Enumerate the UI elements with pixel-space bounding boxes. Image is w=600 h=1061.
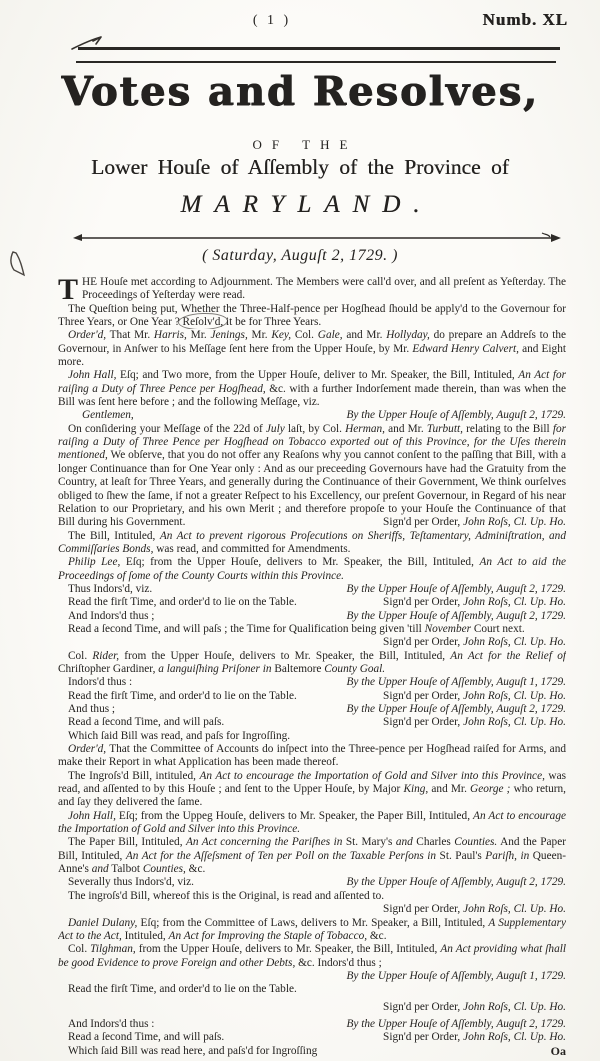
text-run: was read, and committed for Amendments.: [153, 542, 351, 555]
text-run: Eſq; from the Upper Houſe, delivers to Mr. Speaker, the Bill, Intituled,: [120, 556, 480, 569]
masthead-of-the: OF THE: [252, 137, 358, 152]
text-run: Eſq; from the Uppeg Houſe, delivers to Mr. Speaker, the Paper Bill, Intituled,: [115, 809, 474, 822]
paragraph: [58, 329, 566, 369]
double-rule-top: [78, 47, 560, 50]
text-run: Mr.: [186, 329, 211, 342]
text-run: An Act to encourage the Importation of Gold and Silver into this Province.: [58, 809, 566, 836]
text-run: Key,: [271, 329, 292, 342]
text-run: An Act providing what ſhall be good Evidence to prove Foreign and other Debts,: [58, 943, 566, 969]
text-run: Oa: [550, 1044, 566, 1058]
text-run: laſt, by Col.: [284, 422, 346, 435]
text-run: Order'd,: [68, 743, 107, 756]
attribution: [346, 876, 566, 889]
text-run: Reſolv'd,: [182, 316, 224, 329]
text-run: Court next.: [471, 622, 525, 635]
attribution-line: [58, 970, 566, 983]
text-run: Turbutt,: [426, 422, 463, 435]
paragraph: [58, 716, 566, 729]
line-left: [58, 1018, 154, 1031]
text-run: That Mr.: [106, 329, 154, 342]
text-run: An Act concerning the Pariſhes in: [185, 836, 343, 849]
text-run: Sign'd per Order,: [383, 596, 464, 609]
text-run: from the Upper Houſe, delivers to Mr. Speaker, the Bill, Intituled,: [119, 649, 451, 662]
text-run: Order'd,: [68, 329, 107, 342]
paragraph: [58, 303, 566, 330]
line-left: [58, 1045, 317, 1059]
paragraph: [58, 890, 566, 903]
catchword: [551, 1045, 566, 1059]
text-run: And Indors'd thus ;: [68, 609, 155, 622]
text-run: An Act to prevent rigorous Proſecutions on Sheriffs, Teſtamentary, Adminiſtration, and Commiſſaries Bonds,: [58, 529, 566, 555]
line-left: [58, 610, 154, 623]
paragraph: [58, 596, 566, 609]
text-run: Counties,: [142, 863, 186, 876]
text-run: Severally thus Indors'd, viz.: [68, 876, 194, 889]
text-run: The Paper Bill, Intituled,: [68, 836, 186, 849]
text-run: John Roſs, Cl. Up. Ho.: [463, 516, 566, 529]
text-run: Daniel Dulany,: [68, 916, 138, 929]
paragraph: [58, 276, 566, 303]
text-run: for raiſing a Duty of Three Pence per Hogſhead on Tobacco exported out of this Province, for the Uſes therein mentioned,: [58, 422, 566, 462]
text-run: And the Paper Bill, Intituled,: [58, 836, 566, 862]
text-run: By the Upper Houſe of Aſſembly, Auguſt 2, 1729.: [346, 609, 566, 622]
text-run: it be for Three Years.: [223, 316, 322, 329]
attribution-line: [58, 1001, 566, 1014]
text-run: Harris,: [153, 329, 187, 342]
text-run: Read a ſecond Time, and will paſs.: [68, 1031, 225, 1044]
attribution: [373, 636, 566, 649]
paragraph: [58, 556, 566, 583]
text-run: Philip Lee,: [68, 556, 121, 569]
text-run: John Hall,: [68, 809, 116, 822]
text-run: Hollyday,: [386, 329, 430, 342]
paragraph: [58, 770, 566, 810]
text-run: John Hall,: [68, 369, 117, 382]
paragraph: [58, 1018, 566, 1031]
text-run: July: [265, 422, 285, 435]
masthead-province: MARYLAND.: [180, 191, 433, 218]
line-left: [58, 583, 152, 596]
text-run: And thus ;: [68, 703, 116, 715]
paragraph: [58, 610, 566, 623]
text-run: The Bill, Intituled,: [68, 529, 160, 542]
text-run: and Mr.: [384, 422, 427, 435]
paragraph: [58, 743, 566, 770]
text-run: John Roſs, Cl. Up. Ho.: [463, 716, 566, 729]
text-run: November: [424, 622, 472, 635]
line-left: [58, 703, 115, 716]
text-run: Read the firſt Time, and order'd to lie on the Table.: [68, 983, 297, 996]
line-left: [58, 690, 297, 703]
text-run: Sign'd per Order,: [383, 516, 464, 529]
text-run: John Roſs, Cl. Up. Ho.: [463, 596, 566, 609]
text-run: Herman,: [345, 422, 385, 435]
text-run: An Act for raiſing a Duty of Three Pence per Hogſhead,: [58, 369, 566, 395]
text-run: Queen-Anne's: [58, 849, 566, 876]
text-run: Gale,: [317, 329, 343, 342]
attribution: [346, 703, 566, 716]
text-run: John Roſs, Cl. Up. Ho.: [463, 689, 566, 702]
page-number: ( 1 ): [252, 13, 292, 28]
text-run: and Eight more.: [58, 342, 566, 369]
divider-rule-icon: [72, 232, 562, 244]
paragraph: [58, 650, 566, 677]
text-run: Eſq; and Two more, from the Upper Houſe, deliver to Mr. Speaker, the Bill, Intituled,: [116, 369, 519, 382]
text-run: Which ſaid Bill was read, and paſs for Ingroſſing.: [68, 729, 291, 742]
text-run: A Supplementary Act to the Act,: [58, 916, 566, 942]
text-run: Read a ſecond Time, and will paſs.: [68, 716, 225, 729]
text-run: Charles: [412, 836, 455, 849]
text-run: John Roſs, Cl. Up. Ho.: [463, 1000, 566, 1013]
line-left: [58, 676, 132, 689]
text-run: The Ingroſs'd Bill, intituled,: [68, 769, 200, 782]
attribution: [346, 409, 566, 422]
text-run: who return, and ſay they delivered the ſame.: [58, 783, 566, 809]
text-run: Jenings,: [210, 329, 248, 342]
text-run: Col.: [68, 943, 91, 956]
text-run: Tilghman,: [90, 943, 136, 956]
line-left: [58, 716, 224, 729]
line-left: [58, 1031, 224, 1044]
text-run: relating to the Bill: [462, 422, 553, 435]
text-run: The ingroſs'd Bill, whereof this is the Original, is read and aſſented to.: [68, 889, 385, 902]
text-run: Read the firſt Time, and order'd to lie on the Table.: [68, 596, 297, 609]
paragraph: [58, 876, 566, 889]
text-run: and: [91, 863, 109, 876]
text-run: Sign'd per Order,: [383, 903, 464, 916]
text-run: John Roſs, Cl. Up. Ho.: [463, 636, 566, 649]
paragraph: [58, 703, 566, 716]
text-run: &c. Indors'd thus ;: [295, 956, 382, 969]
body-text: [58, 276, 566, 1059]
text-run: An Act for Improving the Staple of Tobacco,: [168, 929, 368, 942]
text-run: By the Upper Houſe of Aſſembly, Auguſt 2, 1729.: [346, 409, 566, 422]
text-run: Read a ſecond Time, and will paſs ; the Time for Qualification being given 'till: [68, 622, 425, 635]
text-run: An Act to encourage the Importation of Gold and Silver into this Province,: [199, 769, 545, 782]
attribution: [346, 676, 566, 689]
masthead-title: Votes and Resolves,: [61, 68, 539, 115]
text-run: was read, and aſſented to by this Houſe ; and ſent to the Upper Houſe, by Major: [58, 769, 566, 796]
text-run: County Goal.: [324, 662, 386, 675]
text-run: and Mr.: [428, 783, 471, 796]
text-run: Thus Indors'd, viz.: [68, 582, 153, 595]
text-run: Sign'd per Order,: [383, 636, 464, 649]
text-run: By the Upper Houſe of Aſſembly, Auguſt 2, 1729.: [346, 876, 566, 889]
text-run: By the Upper Houſe of Aſſembly, Auguſt 2, 1729.: [346, 703, 566, 715]
text-run: and: [395, 836, 413, 849]
text-run: Sign'd per Order,: [383, 1000, 464, 1013]
text-run: An Act for the Relief of: [450, 649, 566, 662]
text-run: John Roſs, Cl. Up. Ho.: [463, 1031, 566, 1044]
paragraph: [58, 583, 566, 596]
text-run: Gentlemen,: [82, 409, 134, 422]
text-run: King,: [403, 783, 429, 796]
text-run: By the Upper Houſe of Aſſembly, Auguſt 2, 1729.: [346, 582, 566, 595]
attribution: [383, 596, 566, 609]
paragraph: [58, 676, 566, 689]
text-run: George ;: [470, 783, 511, 796]
text-run: from the Upper Houſe, delivers to Mr. Speaker, the Bill, Intituled,: [135, 943, 441, 956]
text-run: Sign'd per Order,: [383, 1031, 464, 1044]
attribution-line: [58, 903, 566, 916]
text-run: Mr.: [247, 329, 272, 342]
attribution: [383, 690, 566, 703]
text-run: And Indors'd thus :: [68, 1017, 155, 1030]
paragraph: [58, 943, 566, 970]
text-run: By the Upper Houſe of Aſſembly, Auguſt 1, 1729.: [346, 969, 566, 982]
text-run: An Act to aid the Proceedings of ſome of the County Courts within this Province.: [58, 556, 566, 582]
text-run: St. Mary's: [342, 836, 396, 849]
attribution: [373, 516, 566, 529]
attribution: [383, 1031, 566, 1044]
text-run: Sign'd per Order,: [383, 689, 464, 702]
text-run: By the Upper Houſe of Aſſembly, Auguſt 2, 1729.: [346, 1017, 566, 1030]
paragraph: [58, 423, 566, 530]
line-left: [58, 596, 297, 609]
ink-mark-icon: [7, 250, 31, 278]
text-run: Col.: [291, 329, 318, 342]
paragraph: [58, 836, 566, 876]
paragraph: [58, 530, 566, 557]
text-run: Eſq; from the Committee of Laws, delivers to Mr. Speaker, a Bill, Intituled,: [137, 916, 489, 929]
text-run: That the Committee of Accounts do inſpect into the Three-pence per Hogſhead raiſed for Arms, and make their Report in what Application has been made thereof.: [58, 743, 566, 769]
paragraph: [58, 983, 566, 996]
paragraph: [58, 730, 566, 743]
text-run: do prepare an Addreſs to the Governour, in Anſwer to his Meſſage ſent here from the Upper Houſe, by Mr.: [58, 329, 566, 355]
line-left: [58, 409, 134, 422]
text-run: Read the firſt Time, and order'd to lie on the Table.: [68, 689, 297, 702]
text-run: By the Upper Houſe of Aſſembly, Auguſt 1, 1729.: [346, 676, 566, 689]
line-left: [58, 876, 194, 889]
text-run: We obſerve, that you do not offer any Reaſons why you cannot conſent to the paſſing that Bill, with a longer Continuance than for One Year only : And as our preceeding Governours have had the Gratuity from the Country, at leaſt for Three Years, and generally during the Continuance of their Government, We think ourſelves obliged to ſhew the ſame, if not a greater Reſpect to his Excellency, our preſent Governour, in Regard of his near Relation to our Proprietary, and his own Merit ; and therefore propoſe to your Houſe the Continuance of that Bill during his Government.: [58, 449, 566, 529]
text-run: Which ſaid Bill was read here, and paſs'd for Ingroſſing: [68, 1044, 318, 1057]
text-run: and Mr.: [342, 329, 387, 342]
text-run: Edward Henry Calvert,: [412, 342, 519, 355]
attribution: [383, 716, 566, 729]
text-run: &c.: [367, 929, 387, 942]
text-run: a languiſhing Priſoner in: [158, 662, 272, 675]
text-run: HE Houſe met according to Adjournment. The Members were call'd over, and all preſent as Yeſterday. The Proceedings of Yeſterday were read.: [82, 276, 566, 302]
text-run: Baltemore: [271, 662, 325, 675]
paragraph: [58, 810, 566, 837]
paragraph: [58, 369, 566, 409]
attribution: [346, 1018, 566, 1031]
text-run: &c.: [185, 863, 206, 876]
issue-number: Numb. XL: [482, 10, 568, 29]
masthead-subtitle: Lower Houſe of Aſſembly of the Province of: [91, 155, 509, 179]
double-rule-bottom: [76, 61, 556, 63]
text-run: Indors'd thus :: [68, 676, 133, 689]
paragraph: [58, 1045, 566, 1059]
text-run: Counties.: [454, 836, 498, 849]
text-run: St. Paul's: [436, 849, 486, 862]
text-run: The Queſtion being put, Whether the Three-Half-pence per Hogſhead ſhould be apply'd to the Governour for Three Years, or One Year ?: [58, 302, 566, 329]
attribution: [346, 610, 566, 623]
text-run: Intituled,: [121, 929, 169, 942]
masthead-dateline: ( Saturday, Auguſt 2, 1729. ): [202, 247, 398, 264]
text-run: Col.: [68, 649, 93, 662]
paragraph: [58, 1031, 566, 1044]
text-run: Talbot: [108, 863, 143, 876]
paragraph: [58, 917, 566, 944]
text-run: Rider,: [92, 649, 120, 662]
text-run: &c. with a further Indorſement made therein, than was when the Bill was ſent here before ; and the following Meſſage, viz.: [58, 382, 566, 409]
text-run: Chriſtopher Gardiner,: [58, 662, 159, 675]
text-run: John Roſs, Cl. Up. Ho.: [463, 903, 566, 916]
text-run: An Act for the Aſſeſsment of Ten per Poll on the Taxable Perſons in: [125, 849, 437, 862]
paragraph: [58, 690, 566, 703]
paragraph: [58, 409, 566, 422]
drop-cap: T: [58, 276, 79, 303]
text-run: On conſidering your Meſſage of the 22d of: [68, 422, 266, 435]
paragraph: [58, 623, 566, 650]
attribution: [346, 583, 566, 596]
text-run: Sign'd per Order,: [383, 716, 464, 729]
text-run: Pariſh, in: [485, 849, 530, 862]
